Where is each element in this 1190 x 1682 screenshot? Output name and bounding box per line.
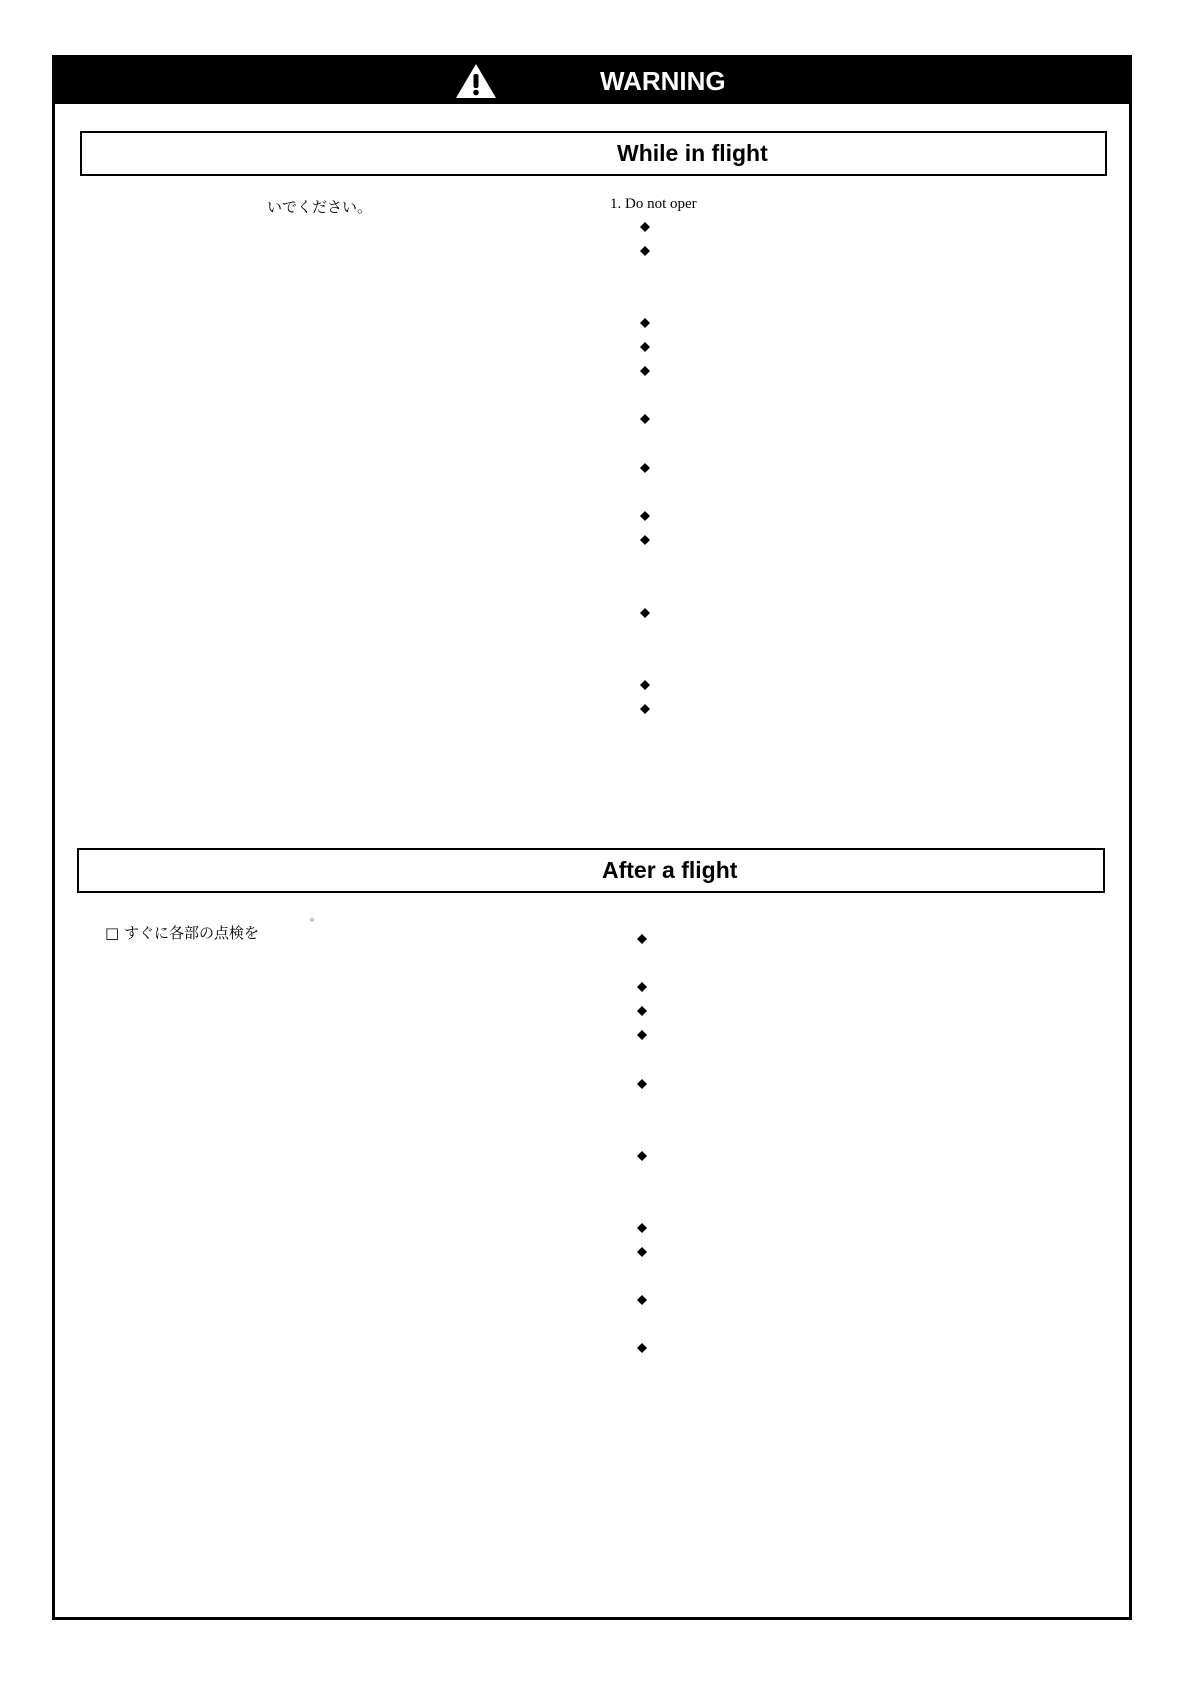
diamond-bullet-icon [640,463,650,473]
diamond-bullet-icon [640,246,650,256]
diamond-bullet-icon [637,1006,647,1016]
warning-page-frame [52,55,1132,1620]
diamond-bullet-icon [640,342,650,352]
diamond-bullet-icon [637,1079,647,1089]
section-header-while-in-flight [80,131,1107,176]
warning-triangle-icon [455,63,497,99]
jp-text-while-in-flight: いでください。 [267,198,373,216]
jp-text-after-a-flight: □ すぐに各部の点検を [105,924,259,942]
diamond-bullet-icon [640,680,650,690]
diamond-bullet-icon [637,1151,647,1161]
diamond-bullet-icon [640,222,650,232]
diamond-bullet-icon [640,511,650,521]
diamond-bullet-icon [637,1223,647,1233]
section-header-after-a-flight [77,848,1105,893]
diamond-bullet-icon [637,1247,647,1257]
diamond-bullet-icon [640,318,650,328]
section-title-while-in-flight: While in flight [617,140,768,166]
diamond-bullet-icon [640,366,650,376]
warning-title: WARNING [600,66,726,96]
jp-mark-after-a-flight: 。 [310,910,321,923]
warning-header-bar [55,58,1129,104]
diamond-bullet-icon [640,608,650,618]
en-text-while-in-flight: 1. Do not oper [610,196,697,212]
diamond-bullet-icon [640,414,650,424]
diamond-bullet-icon [640,535,650,545]
diamond-bullet-icon [640,704,650,714]
diamond-bullet-icon [637,934,647,944]
diamond-bullet-icon [637,1030,647,1040]
section-title-after-a-flight: After a flight [602,857,738,883]
diamond-bullet-icon [637,982,647,992]
diamond-bullet-icon [637,1295,647,1305]
diamond-bullet-icon [637,1343,647,1353]
